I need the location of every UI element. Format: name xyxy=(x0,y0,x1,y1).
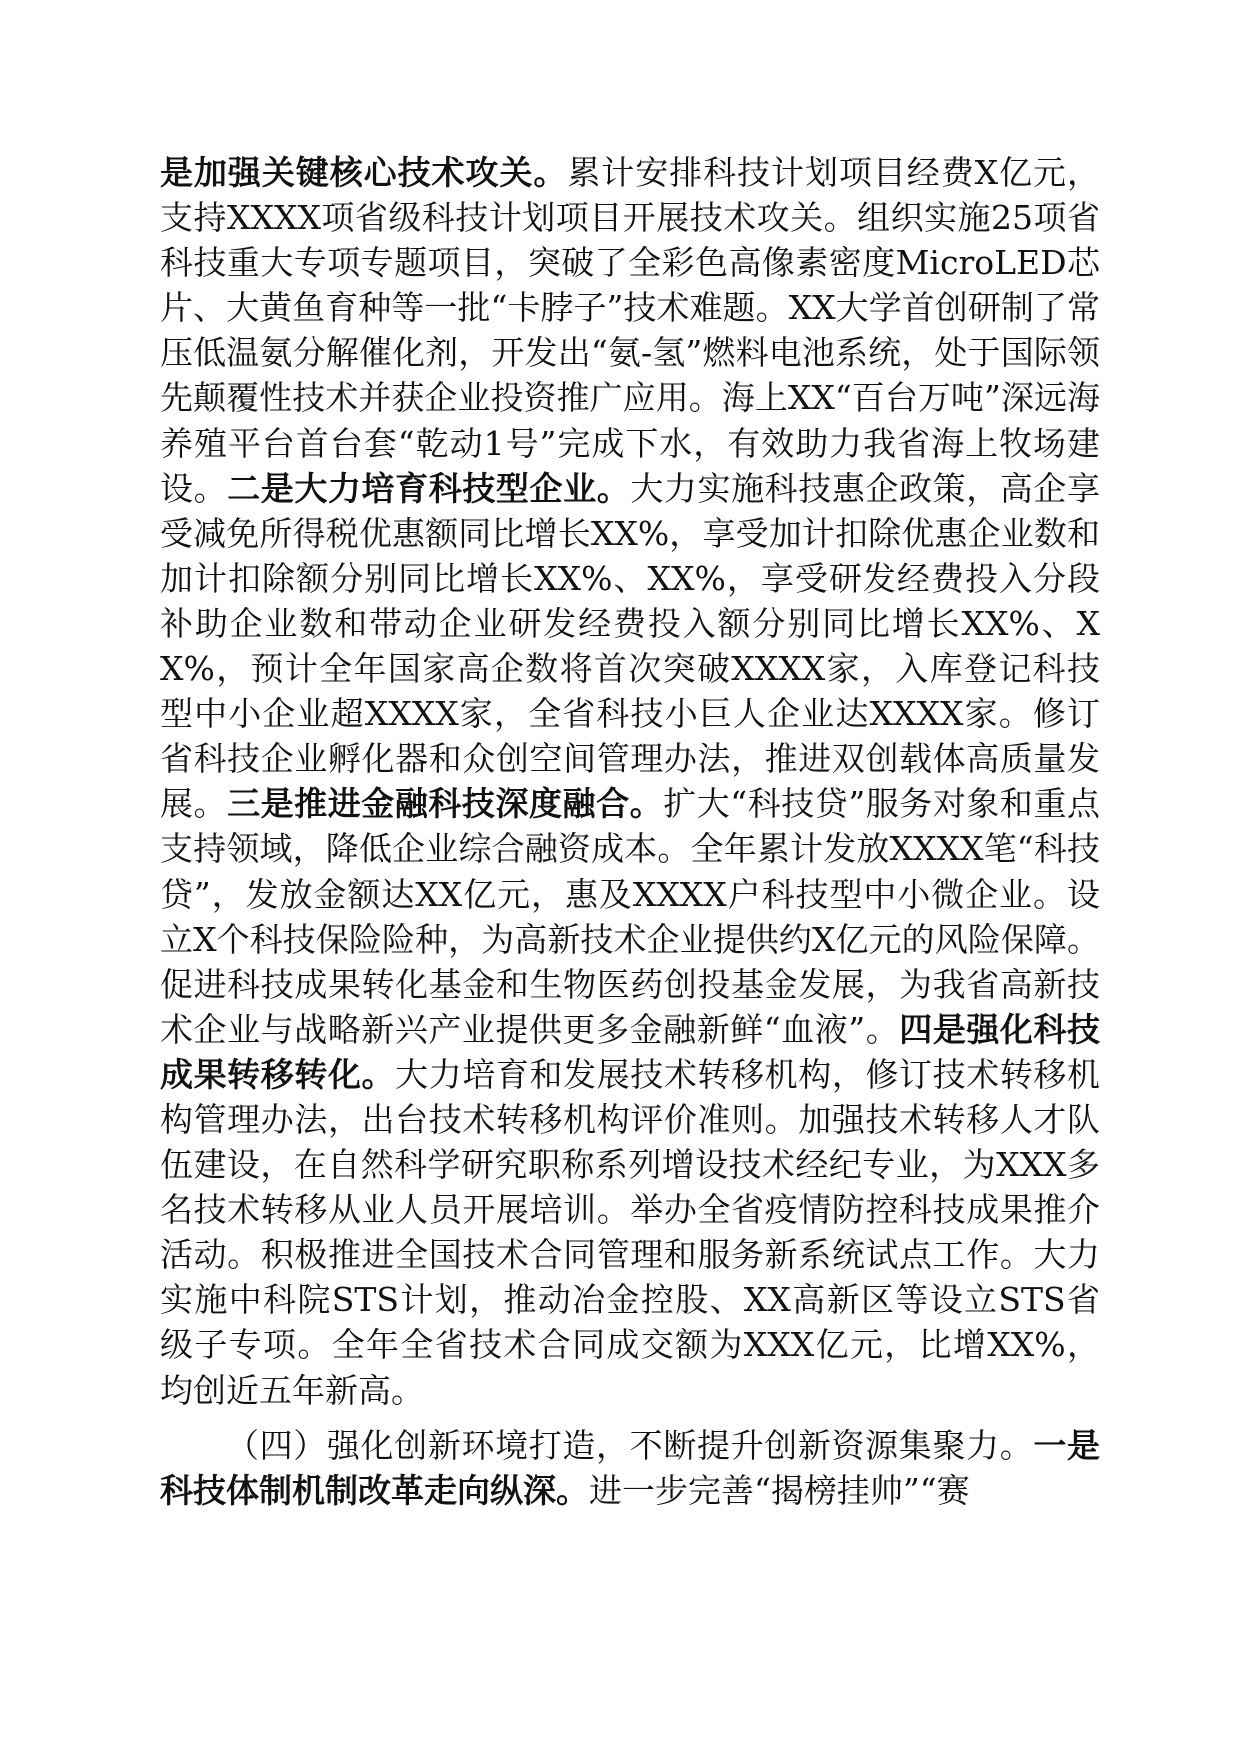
body-text-tech-transfer: 大力培育和发展技术转移机构，修订技术转移机构管理办法，出台技术转移机构评价准则。加强技术转移人才队伍建设，在自然科学研究职称系列增设技术经纪专业，为XXX多名技术转移从业人员开展培训。举办全省疫情防控科技成果推介活动。积极推进全国技术合同管理和服务新系统试点工作。大力实施中科院STS计划，推动冶金控股、XX高新区等设立STS省级子专项。全年全省技术合同成交额为XXX亿元，比增XX%，均创近五年新高。 xyxy=(160,1054,1101,1410)
bold-heading-reform: 一是科技体制机制改革走向纵深。 xyxy=(160,1425,1101,1510)
paragraph-tech-breakthroughs xyxy=(160,150,1100,1413)
body-text-tech-enterprises: 大力实施科技惠企政策，高企享受减免所得税优惠额同比增长XX%，享受加计扣除优惠企业数和加计扣除额分别同比增长XX%、XX%，享受研发经费投入分段补助企业数和带动企业研发经费投入额分别同比增长XX%、XX%，预计全年国家高企数将首次突破XXXX家，入库登记科技型中小企业超XXXX家，全省科技小巨人企业达XXXX家。修订省科技企业孵化器和众创空间管理办法，推进双创载体高质量发展。 xyxy=(160,468,1101,824)
bold-heading-fintech: 三是推进金融科技深度融合。 xyxy=(227,784,664,824)
bold-heading-key-tech: 是加强关键核心技术攻关。 xyxy=(160,153,568,192)
body-text-key-tech: 累计安排科技计划项目经费X亿元，支持XXXX项省级科技计划项目开展技术攻关。组织实施25项省科技重大专项专题项目，突破了全彩色高像素密度MicroLED芯片、大黄鱼育种等一批“卡脖子”技术难题。XX大学首创研制了常压低温氨分解催化剂，开发出“氨-氢”燃料电池系统，处于国际领先颠覆性技术并获企业投资推广应用。海上XX“百台万吨”深远海养殖平台首台套“乾动1号”完成下水，有效助力我省海上牧场建设。 xyxy=(160,153,1101,508)
paragraph-innovation-environment xyxy=(160,1423,1100,1513)
bold-heading-tech-enterprises: 二是大力培育科技型企业。 xyxy=(227,468,631,508)
body-text-reform: 进一步完善“揭榜挂帅”“赛 xyxy=(589,1470,970,1510)
body-text-fintech: 扩大“科技贷”服务对象和重点支持领域，降低企业综合融资成本。全年累计发放XXXX笔“科技贷”，发放金额达XX亿元，惠及XXXX户科技型中小微企业。设立X个科技保险险种，为高新技术企业提供约X亿元的风险保障。促进科技成果转化基金和生物医药创投基金发展，为我省高新技术企业与战略新兴产业提供更多金融新鲜“血液”。 xyxy=(160,784,1101,1049)
section-heading-four: （四）强化创新环境打造，不断提升创新资源集聚力。 xyxy=(226,1425,1034,1465)
document-page xyxy=(160,150,1100,1513)
bold-heading-tech-transfer: 四是强化科技成果转移转化。 xyxy=(160,1009,1101,1094)
